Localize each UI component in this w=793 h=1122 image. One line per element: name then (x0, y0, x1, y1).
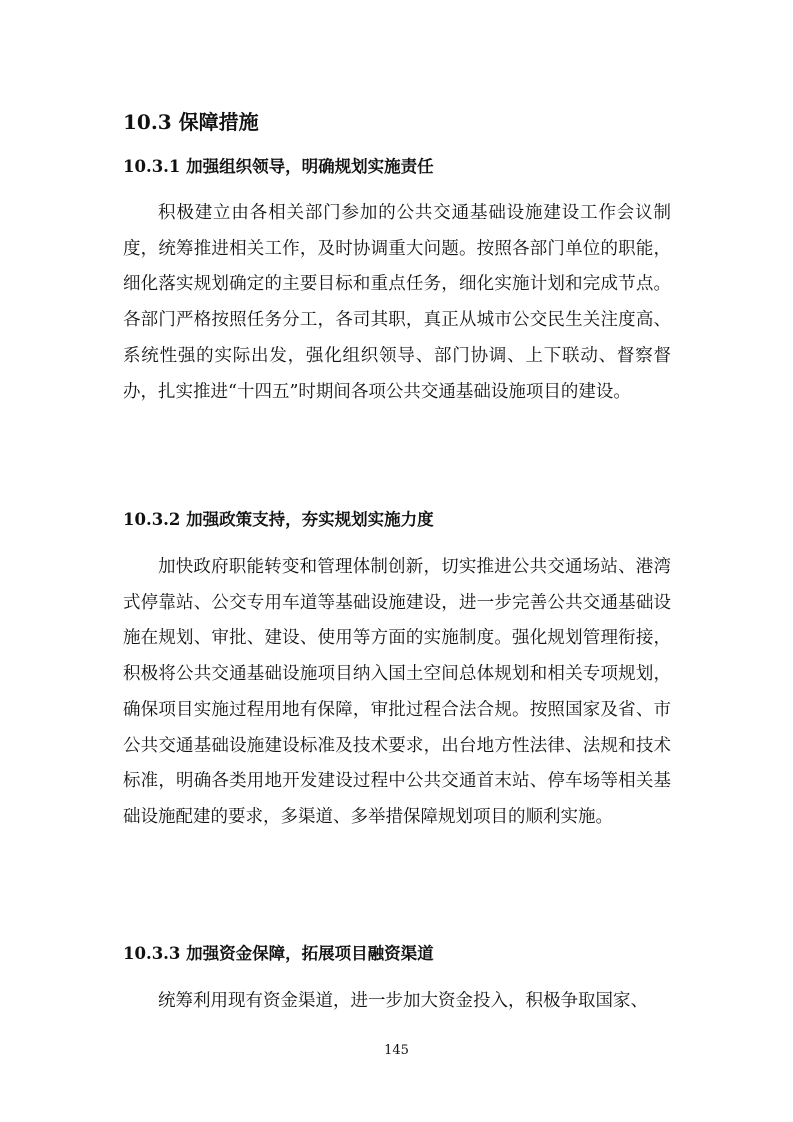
subsection-title-10-3-3: 10.3.3 加强资金保障，拓展项目融资渠道 (123, 944, 434, 963)
page-number: 145 (384, 1043, 409, 1058)
subsection-paragraph-10-3-2: 加快政府职能转变和管理体制创新，切实推进公共交通场站、港湾式停靠站、公交专用车道等基础设施建设，进一步完善公共交通基础设施在规划、审批、建设、使用等方面的实施制度。强化规划管理衔接，积极将公共交通基础设施项目纳入国土空间总体规划和相关专项规划，确保项目实施过程用地有保障，审批过程合法合规。按照国家及省、市公共交通基础设施建设标准及技术要求，出台地方性法律、法规和技术标准，明确各类用地开发建设过程中公共交通首末站、停车场等相关基础设施配建的要求，多渠道、多举措保障规划项目的顺利实施。 (123, 557, 671, 827)
subsection-title-10-3-1: 10.3.1 加强组织领导，明确规划实施责任 (123, 157, 434, 176)
subsection-title-10-3-2: 10.3.2 加强政策支持，夯实规划实施力度 (123, 510, 434, 529)
subsection-paragraph-10-3-1: 积极建立由各相关部门参加的公共交通基础设施建设工作会议制度，统筹推进相关工作，及时协调重大问题。按照各部门单位的职能，细化落实规划确定的主要目标和重点任务，细化实施计划和完成节点。各部门严格按照任务分工，各司其职，真正从城市公交民生关注度高、系统性强的实际出发，强化组织领导、部门协调、上下联动、督察督办，扎实推进“十四五”时期间各项公共交通基础设施项目的建设。 (123, 203, 671, 402)
subsection-paragraph-10-3-3: 统筹利用现有资金渠道，进一步加大资金投入，积极争取国家、 (158, 991, 648, 1011)
section-title: 10.3 保障措施 (123, 110, 259, 134)
